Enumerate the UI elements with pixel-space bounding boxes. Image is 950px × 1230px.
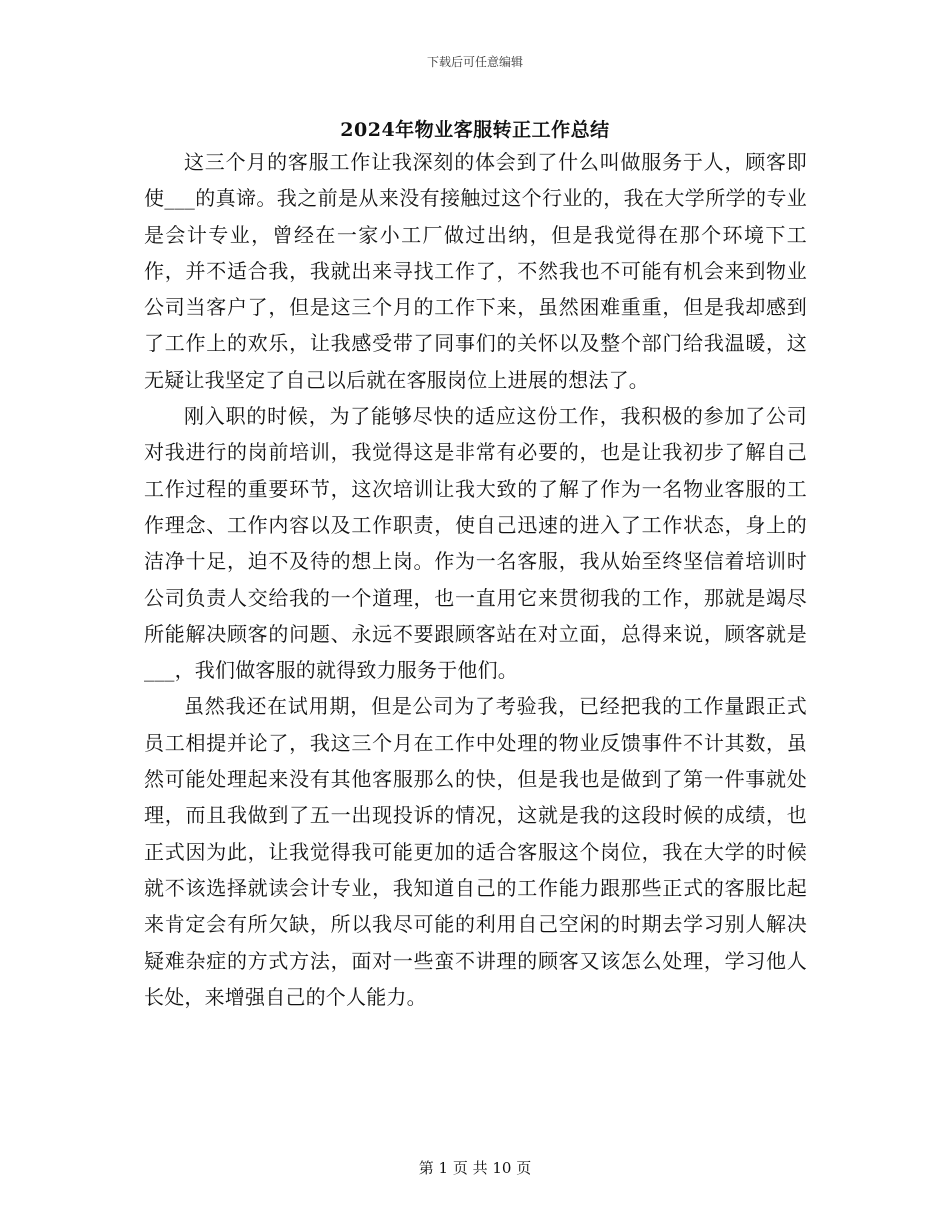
document-body bbox=[144, 144, 807, 1015]
paragraph-1: 这三个月的客服工作让我深刻的体会到了什么叫做服务于人，顾客即使___的真谛。我之前是从来没有接触过这个行业的，我在大学所学的专业是会计专业，曾经在一家小工厂做过出纳，但是我觉得在那个环境下工作，并不适合我，我就出来寻找工作了，不然我也不可能有机会来到物业公司当客户了，但是这三个月的工作下来，虽然困难重重，但是我却感到了工作上的欢乐，让我感受带了同事们的关怀以及整个部门给我温暖，这无疑让我坚定了自己以后就在客服岗位上进展的想法了。 bbox=[144, 150, 807, 392]
page-number: 第 1 页 共 10 页 bbox=[418, 1159, 532, 1177]
paragraph-2: 刚入职的时候，为了能够尽快的适应这份工作，我积极的参加了公司对我进行的岗前培训，我觉得这是非常有必要的，也是让我初步了解自己工作过程的重要环节，这次培训让我大致的了解了作为一名物业客服的工作理念、工作内容以及工作职责，使自己迅速的进入了工作状态，身上的洁净十足，迫不及待的想上岗。作为一名客服，我从始至终坚信着培训时公司负责人交给我的一个道理，也一直用它来贯彻我的工作，那就是竭尽所能解决顾客的问题、永远不要跟顾客站在对立面，总得来说，顾客就是___，我们做客服的就得致力服务于他们。 bbox=[144, 404, 807, 683]
paragraph-3: 虽然我还在试用期，但是公司为了考验我，已经把我的工作量跟正式员工相提并论了，我这三个月在工作中处理的物业反馈事件不计其数，虽然可能处理起来没有其他客服那么的快，但是我也是做到了第一件事就处理，而且我做到了五一出现投诉的情况，这就是我的这段时候的成绩，也正式因为此，让我觉得我可能更加的适合客服这个岗位，我在大学的时候就不该选择就读会计专业，我知道自己的工作能力跟那些正式的客服比起来肯定会有所欠缺，所以我尽可能的利用自己空闲的时期去学习别人解决疑难杂症的方式方法，面对一些蛮不讲理的顾客又该怎么处理，学习他人长处，来增强自己的个人能力。 bbox=[144, 694, 807, 1009]
document-title: 2024年物业客服转正工作总结 bbox=[340, 119, 610, 141]
header-note: 下载后可任意编辑 bbox=[426, 55, 523, 69]
